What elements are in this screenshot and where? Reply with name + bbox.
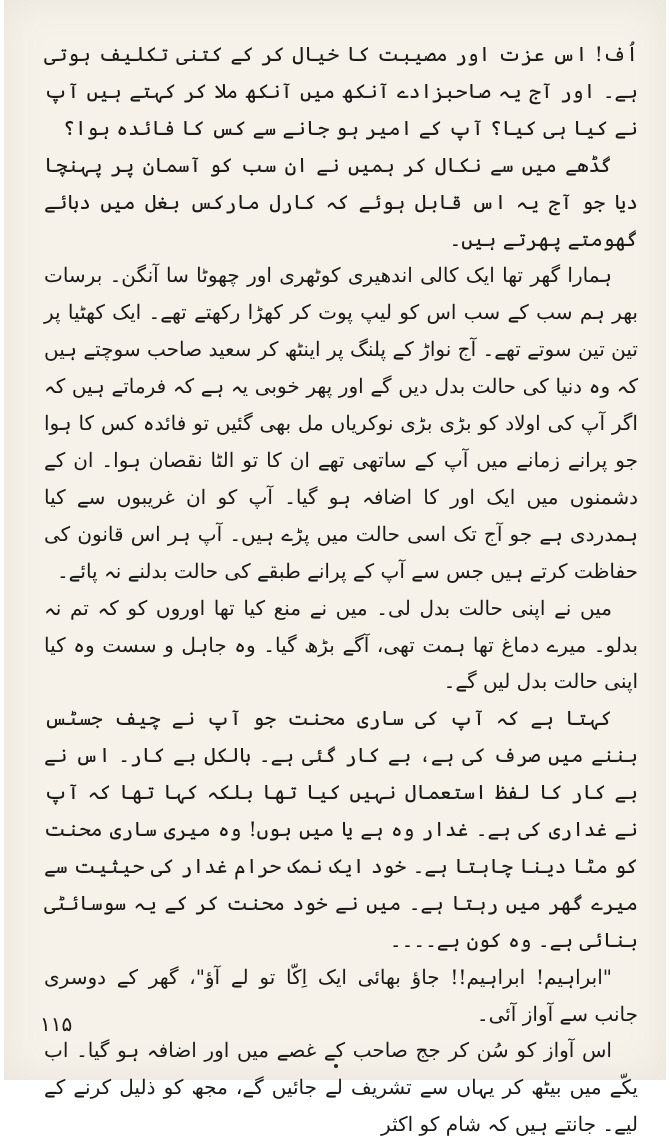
page-number: ۱۱۵ <box>40 1012 73 1036</box>
paragraph-3: ہمارا گھر تھا ایک کالی اندھیری کوٹھری اور چھوٹا سا آنگن۔ برسات بھر ہم سب کے سب اس کو لیپ پوت کر کھڑا رکھتے تھے۔ ایک کھٹیا پر تین تین سوتے تھے۔ آج نواڑ کے پلنگ پر اینٹھ کر سعید صاحب سوچتے ہیں کہ وہ دنیا کی حالت بدل دیں گے اور پھر خوبی یہ ہے کہ فرماتے ہیں کہ اگر آپ کی اولاد کو بڑی بڑی نوکریاں مل بھی گئیں تو فائدہ کس کا ہوا جو پرانے زمانے میں آپ کے ساتھی تھے ان کا تو الٹا نقصان ہوا۔ ان کے دشمنوں میں ایک اور کا اضافہ ہو گیا۔ آپ کو ان غریبوں سے کیا ہمدردی ہے جو آج تک اسی حالت میں پڑے ہیں۔ آپ ہر اس قانون کی حفاظت کرتے ہیں جس سے آپ کے پرانے طبقے کی حالت بدلنے نہ پائے۔ <box>44 263 639 583</box>
paragraph-1: اُف! اس عزت اور مصیبت کا خیال کر کے کتنی تکلیف ہوتی ہے۔ اور آج یہ صاحبزادے آنکھ میں آنکھ ملا کر کہتے ہیں آپ نے کیا ہی کیا؟ آپ کے امیر ہو جانے سے کس کا فائدہ ہوا؟ <box>44 42 638 140</box>
paragraph-6: "ابراہیم! ابراہیم!! جاؤ بھائی ایک اِکّا تو لے آؤ"، گھر کے دوسری جانب سے آواز آئی۔ <box>44 964 638 1026</box>
page-text <box>44 36 638 1143</box>
book-page <box>4 0 666 1137</box>
paragraph-4: میں نے اپنی حالت بدل لی۔ میں نے منع کیا تھا اوروں کو کہ تم نہ بدلو۔ میرے دماغ تھا ہمت تھی، آگے بڑھ گیا۔ وہ جاہل و سست وہ کیا اپنی حالت بدل لیں گے۔ <box>44 595 638 694</box>
paragraph-2: گڈھے میں سے نکال کر ہمیں نے ان سب کو آسمان پر پہنچا دیا جو آج یہ اس قابل ہوئے کہ کارل مارکس بغل میں دبائے گھومتے پھرتے ہیں۔ <box>44 152 638 251</box>
paragraph-7: اس آواز کو سُن کر جج صاحب کے غصے میں اور اضافہ ہو گیا۔ اب یکّے میں بیٹھ کر یہاں سے تشریف لے جائیں گے، مجھ کو ذلیل کرنے کے لیے۔ جانتے ہیں کہ شام کو اکثر <box>44 1038 638 1137</box>
bottom-dot-mark <box>334 1064 338 1068</box>
paragraph-5: کہتا ہے کہ آپ کی ساری محنت جو آپ نے چیف جسٹس بننے میں صرف کی ہے، بے کار گئی ہے۔ بالکل بے کار۔ اس نے بے کار کا لفظ استعمال نہیں کیا تھا بلکہ کہا تھا کہ آپ نے غداری کی ہے۔ غدار وہ ہے یا میں ہوں! وہ میری ساری محنت کو مٹا دینا چاہتا ہے۔ خود ایک نمک حرام غدار کی حیثیت سے میرے گھر میں رہتا ہے۔ میں نے خود محنت کر کے یہ سوسائٹی بنائی ہے۔ وہ کون ہے۔۔۔۔ <box>44 706 638 952</box>
